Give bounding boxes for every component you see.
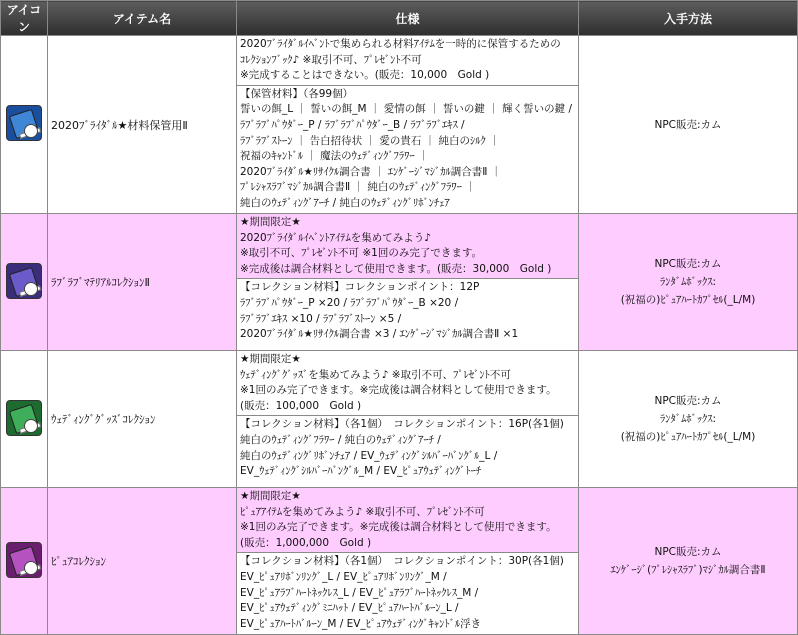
spec-line: 祝福のｷｬﾝﾄﾞﾙ ｜ 魔法のｳｪﾃﾞｨﾝｸﾞﾌﾗﾜｰ ｜ xyxy=(240,150,429,163)
blue-collection-book-icon xyxy=(6,105,42,141)
spec-line: ｺﾚｸｼｮﾝﾌﾞｯｸ♪ ※取引不可、ﾌﾟﾚｾﾞﾝﾄ不可 xyxy=(240,53,422,66)
table-row xyxy=(1,36,798,214)
spec-line: ﾗﾌﾞﾗﾌﾞｴｷｽ ×10 / ﾗﾌﾞﾗﾌﾞｽﾄｰﾝ ×5 / xyxy=(240,312,402,325)
purple-collection-book-icon xyxy=(6,263,42,299)
spec-line: ※取引不可、ﾌﾟﾚｾﾞﾝﾄ不可 ※1回のみ完了できます。 xyxy=(240,247,483,260)
item-name: ﾗﾌﾞﾗﾌﾞﾏﾃﾘｱﾙｺﾚｸｼｮﾝⅡ xyxy=(48,214,237,351)
spec-line: 純白のｳｪﾃﾞｨﾝｸﾞﾘﾎﾞﾝﾁｪｱ / EV_ｳｪﾃﾞｨﾝｸﾞｼﾙﾊﾞｰﾊﾞﾝｸﾞﾙ_L / xyxy=(240,449,498,462)
spec-line: 2020ﾌﾞﾗｲﾀﾞﾙ★ﾘｻｲｸﾙ調合書 ｜ ｴﾝｹﾞｰｼﾞﾏｼﾞｶﾙ調合書Ⅱ ｜ xyxy=(240,165,502,178)
acquire-line: NPC販売:カム xyxy=(654,395,722,407)
spec-line: EV_ﾋﾟｭｱﾘﾎﾞﾝﾘﾝｸﾞ_L / EV_ﾋﾟｭｱﾘﾎﾞﾝﾘﾝｸﾞ_M / xyxy=(240,570,447,583)
item-name: ﾋﾟｭｱｺﾚｸｼｮﾝ xyxy=(48,488,237,635)
spec-line: 2020ﾌﾞﾗｲﾀﾞﾙ★ﾘｻｲｸﾙ調合書 ×3 / ｴﾝｹﾞｰｼﾞﾏｼﾞｶﾙ調合書Ⅱ ×1 xyxy=(240,328,519,341)
item-badge xyxy=(24,124,38,138)
spec-line: ※1回のみ完了できます。※完成後は調合材料として使用できます。 xyxy=(240,521,557,534)
table-header-row xyxy=(1,1,798,36)
spec-cell xyxy=(237,351,579,488)
spec-line: ﾌﾟﾚｼｬｽﾗﾌﾞﾏｼﾞｶﾙ調合書Ⅱ ｜ 純白のｳｪﾃﾞｨﾝｸﾞﾌﾗﾜｰ ｜ xyxy=(240,181,476,194)
spec-line: 【保管材料】（各99個） xyxy=(240,87,354,100)
header-icon: アイコン xyxy=(1,1,48,36)
acquire-line: NPC販売:カム xyxy=(654,118,722,131)
item-badge xyxy=(24,282,38,296)
header-item-name: アイテム名 xyxy=(48,1,237,36)
header-acquire: 入手方法 xyxy=(579,1,798,36)
spec-line: 【コレクション材料】（各1個） コレクションポイント：30P(各1個) xyxy=(240,555,564,568)
item-name: ｳｪﾃﾞｨﾝｸﾞｸﾞｯｽﾞｺﾚｸｼｮﾝ xyxy=(48,351,237,488)
spec-line: ※完成することはできない。(販売：10,000 Gold ) xyxy=(240,69,490,82)
pink-collection-book-icon xyxy=(6,542,42,578)
spec-line: EV_ﾋﾟｭｱﾗﾌﾞﾊｰﾄﾈｯｸﾚｽ_L / EV_ﾋﾟｭｱﾗﾌﾞﾊｰﾄﾈｯｸﾚｽ_M / xyxy=(240,586,479,599)
spec-description xyxy=(237,36,578,85)
acquire-cell xyxy=(579,214,798,351)
spec-line: (販売：100,000 Gold ) xyxy=(240,399,362,412)
spec-line: ﾗﾌﾞﾗﾌﾞﾊﾟｳﾀﾞｰ_P ×20 / ﾗﾌﾞﾗﾌﾞﾊﾟｳﾀﾞｰ_B ×20 / xyxy=(240,296,459,309)
spec-line: ｳｪﾃﾞｨﾝｸﾞｸﾞｯｽﾞを集めてみよう♪ ※取引不可、ﾌﾟﾚｾﾞﾝﾄ不可 xyxy=(240,368,511,381)
spec-line: 2020ﾌﾞﾗｲﾀﾞﾙｲﾍﾞﾝﾄｱｲﾃﾑを集めてみよう♪ xyxy=(240,231,431,244)
spec-line: ﾗﾌﾞﾗﾌﾞﾊﾟｳﾀﾞｰ_P / ﾗﾌﾞﾗﾌﾞﾊﾟｳﾀﾞｰ_B / ﾗﾌﾞﾗﾌﾞｴｷｽ / xyxy=(240,118,465,131)
spec-description xyxy=(237,214,578,278)
green-collection-book-icon xyxy=(6,400,42,436)
spec-cell xyxy=(237,488,579,635)
header-spec: 仕様 xyxy=(237,1,579,36)
spec-line: 2020ﾌﾞﾗｲﾀﾞﾙｲﾍﾞﾝﾄで集められる材料ｱｲﾃﾑを一時的に保管するための xyxy=(240,38,561,50)
table-row xyxy=(1,351,798,488)
spec-materials xyxy=(237,415,578,480)
acquire-cell xyxy=(579,351,798,488)
spec-line: (販売：1,000,000 Gold ) xyxy=(240,536,372,549)
acquire-line: ﾗﾝﾀﾞﾑﾎﾞｯｸｽ: xyxy=(659,276,717,288)
spec-line: ★期間限定★ xyxy=(240,353,301,365)
spec-description xyxy=(237,351,578,415)
item-badge xyxy=(24,561,38,575)
acquire-line: ｴﾝｹﾞｰｼﾞ(ﾌﾟﾚｼｬｽﾗﾌﾞ)ﾏｼﾞｶﾙ調合書Ⅱ xyxy=(610,564,766,576)
icon-cell xyxy=(1,214,48,351)
acquire-line: NPC販売:カム xyxy=(654,546,722,558)
spec-materials xyxy=(237,278,578,343)
acquire-line: NPC販売:カム xyxy=(654,258,722,270)
acquire-cell xyxy=(579,488,798,635)
spec-line: 誓いの餌_L ｜ 誓いの餌_M ｜ 愛情の餌 ｜ 誓いの鍵 ｜ 輝く誓いの鍵 / xyxy=(240,103,572,116)
acquire-line: (祝福の)ﾋﾟｭｱﾊｰﾄｶﾌﾟｾﾙ(_L/M) xyxy=(620,431,756,443)
spec-materials xyxy=(237,552,578,633)
spec-line: ★期間限定★ xyxy=(240,216,301,228)
spec-line: 純白のｳｪﾃﾞｨﾝｸﾞﾌﾗﾜｰ / 純白のｳｪﾃﾞｨﾝｸﾞｱｰﾁ / xyxy=(240,433,441,446)
spec-line: 【コレクション材料】（各1個） コレクションポイント：16P(各1個) xyxy=(240,418,564,431)
spec-cell xyxy=(237,214,579,351)
item-badge xyxy=(24,419,38,433)
spec-line: ※1回のみ完了できます。※完成後は調合材料として使用できます。 xyxy=(240,384,557,397)
icon-cell xyxy=(1,36,48,214)
table-row xyxy=(1,488,798,635)
spec-line: ﾋﾟｭｱｱｲﾃﾑを集めてみよう♪ ※取引不可、ﾌﾟﾚｾﾞﾝﾄ不可 xyxy=(240,505,485,518)
spec-line: 【コレクション材料】コレクションポイント：12P xyxy=(240,281,480,294)
spec-line: ★期間限定★ xyxy=(240,490,301,502)
table-row xyxy=(1,214,798,351)
icon-cell xyxy=(1,351,48,488)
acquire-line: (祝福の)ﾋﾟｭｱﾊｰﾄｶﾌﾟｾﾙ(_L/M) xyxy=(620,294,756,306)
spec-line: 純白のｳｪﾃﾞｨﾝｸﾞｱｰﾁ / 純白のｳｪﾃﾞｨﾝｸﾞﾘﾎﾞﾝﾁｪｱ xyxy=(240,196,450,209)
spec-materials xyxy=(237,85,578,213)
acquire-line: ﾗﾝﾀﾞﾑﾎﾞｯｸｽ: xyxy=(659,413,717,425)
acquire-cell xyxy=(579,36,798,214)
spec-description xyxy=(237,488,578,552)
item-name: 2020ﾌﾞﾗｲﾀﾞﾙ★材料保管用Ⅱ xyxy=(48,36,237,214)
spec-line: EV_ﾋﾟｭｱｳｪﾃﾞｨﾝｸﾞﾐﾆﾊｯﾄ / EV_ﾋﾟｭｱﾊｰﾄﾊﾞﾙｰﾝ_L / xyxy=(240,602,459,615)
spec-line: EV_ｳｪﾃﾞｨﾝｸﾞｼﾙﾊﾞｰﾊﾞﾝｸﾞﾙ_M / EV_ﾋﾟｭｱｳｪﾃﾞｨﾝｸﾞﾄｰﾁ xyxy=(240,465,482,478)
spec-cell xyxy=(237,36,579,214)
spec-line: ※完成後は調合材料として使用できます。(販売：30,000 Gold ) xyxy=(240,262,552,275)
icon-cell xyxy=(1,488,48,635)
spec-line: ﾗﾌﾞﾗﾌﾞｽﾄｰﾝ ｜ 告白招待状 ｜ 愛の貴石 ｜ 純白のｼﾙｸ ｜ xyxy=(240,134,500,147)
spec-line: EV_ﾋﾟｭｱﾊｰﾄﾊﾞﾙｰﾝ_M / EV_ﾋﾟｭｱｳｪﾃﾞｨﾝｸﾞｷｬﾝﾄﾞﾙ浮き xyxy=(240,617,482,630)
